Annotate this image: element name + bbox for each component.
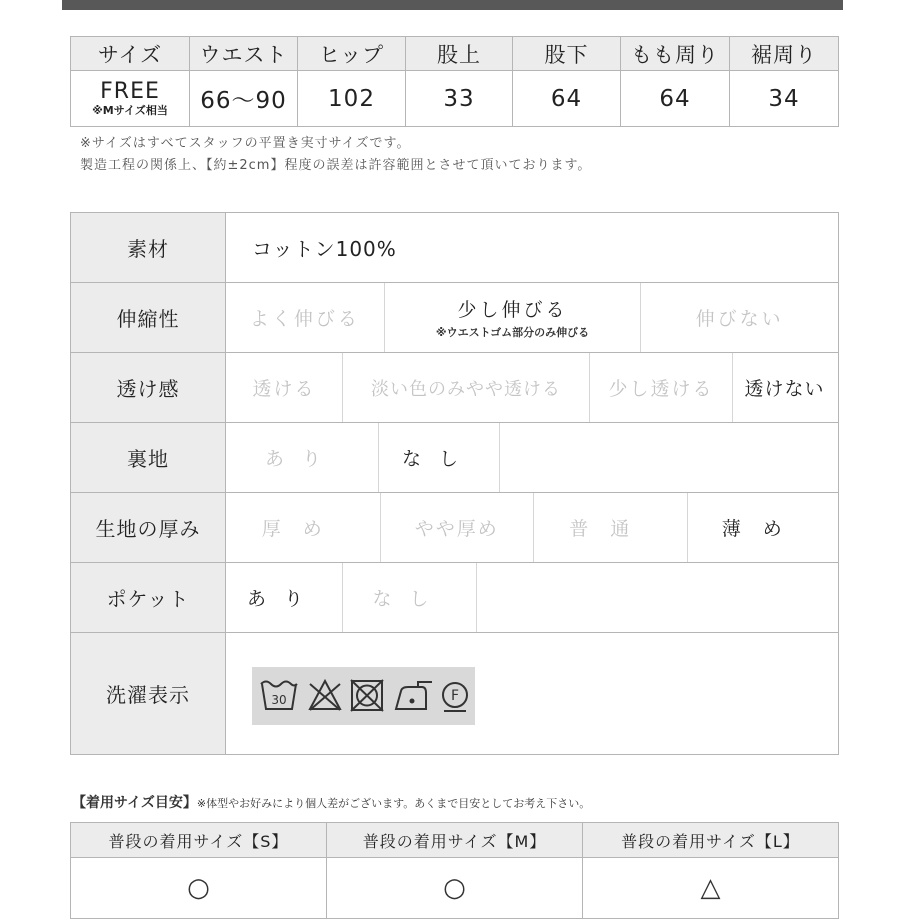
stretch-option: 伸びない xyxy=(695,308,784,330)
pocket-label: ポケット xyxy=(71,563,226,633)
pocket-option: なし xyxy=(343,563,477,632)
guide-header-row xyxy=(71,823,839,858)
header-rise: 股上 xyxy=(406,37,513,71)
thigh-value: 64 xyxy=(621,71,730,127)
material-value: コットン100% xyxy=(226,213,839,283)
guide-note-text: ※体型やお好みにより個人差がございます。あくまで目安としてお考え下さい。 xyxy=(196,797,591,810)
header-size: サイズ xyxy=(71,37,190,71)
size-label: FREE xyxy=(100,78,160,104)
sheer-option-selected: 透けない xyxy=(744,378,825,400)
guide-header-l: 普段の着用サイズ【L】 xyxy=(583,823,839,858)
rise-value: 33 xyxy=(406,71,513,127)
thickness-label: 生地の厚み xyxy=(71,493,226,563)
header-thigh: もも周り xyxy=(621,37,730,71)
lining-label: 裏地 xyxy=(71,423,226,493)
pocket-row xyxy=(71,563,839,633)
size-guide-table xyxy=(70,822,839,919)
sheer-option: 淡い色のみやや透ける xyxy=(343,353,590,422)
guide-header-s: 普段の着用サイズ【S】 xyxy=(71,823,327,858)
note-line: ※サイズはすべてスタッフの平置き実寸サイズです。 xyxy=(80,136,411,151)
thickness-option: やや厚め xyxy=(381,493,535,562)
thickness-row xyxy=(71,493,839,563)
material-row xyxy=(71,213,839,283)
lining-row xyxy=(71,423,839,493)
guide-header-m: 普段の着用サイズ【M】 xyxy=(327,823,583,858)
waist-value: 66〜90 xyxy=(190,71,298,127)
stretch-label: 伸縮性 xyxy=(71,283,226,353)
thickness-option-selected: 薄め xyxy=(721,518,804,540)
size-header-row xyxy=(71,37,839,71)
stretch-option-selected xyxy=(385,283,642,352)
pocket-options xyxy=(226,563,838,632)
guide-title-text: 【着用サイズ目安】 xyxy=(72,795,197,811)
lining-options xyxy=(226,423,838,492)
lining-option: あり xyxy=(226,423,379,492)
size-cell xyxy=(71,71,190,127)
stretch-selected-label: 少し伸びる xyxy=(457,299,568,321)
thickness-option: 厚め xyxy=(226,493,381,562)
header-inseam: 股下 xyxy=(513,37,621,71)
wash-30-icon xyxy=(261,682,297,710)
laundry-label: 洗濯表示 xyxy=(71,633,226,755)
guide-mark-l: △ xyxy=(583,858,839,919)
hem-value: 34 xyxy=(730,71,839,127)
stretch-row xyxy=(71,283,839,353)
laundry-symbols-svg xyxy=(252,667,475,725)
size-notes xyxy=(80,133,591,177)
size-value-row xyxy=(71,71,839,127)
sheer-options xyxy=(226,353,838,422)
material-label: 素材 xyxy=(71,213,226,283)
low-iron-icon xyxy=(396,682,432,709)
sheer-row xyxy=(71,353,839,423)
top-banner xyxy=(62,0,843,10)
thickness-options xyxy=(226,493,838,562)
sheer-option: 透ける xyxy=(226,353,343,422)
sheer-label: 透け感 xyxy=(71,353,226,423)
size-guide-title xyxy=(72,792,590,812)
laundry-symbols xyxy=(252,667,475,725)
inseam-value: 64 xyxy=(513,71,621,127)
sheer-option: 少し透ける xyxy=(590,353,733,422)
lining-option-selected: なし xyxy=(379,423,500,492)
no-tumble-dry-icon xyxy=(351,680,383,711)
header-hip: ヒップ xyxy=(298,37,406,71)
header-waist: ウエスト xyxy=(190,37,298,71)
thickness-option: 普通 xyxy=(534,493,688,562)
stretch-option: よく伸びる xyxy=(226,283,385,352)
dry-clean-f-icon xyxy=(443,683,467,711)
guide-mark-s: ○ xyxy=(71,858,327,919)
header-hem: 裾周り xyxy=(730,37,839,71)
wash-temp-text: 30 xyxy=(271,693,287,707)
note-line: 製造工程の関係上、【約±2cm】程度の誤差は許容範囲とさせて頂いております。 xyxy=(80,158,592,173)
hip-value: 102 xyxy=(298,71,406,127)
stretch-options xyxy=(226,283,838,352)
size-table xyxy=(70,36,839,127)
stretch-selected-note: ※ウエストゴム部分のみ伸びる xyxy=(435,326,590,339)
pocket-option-selected: あり xyxy=(226,563,343,632)
guide-mark-row xyxy=(71,858,839,919)
dry-clean-letter: F xyxy=(450,688,460,704)
guide-mark-m: ○ xyxy=(327,858,583,919)
size-sublabel: ※Mサイズ相当 xyxy=(92,103,168,117)
no-bleach-icon xyxy=(310,681,340,710)
